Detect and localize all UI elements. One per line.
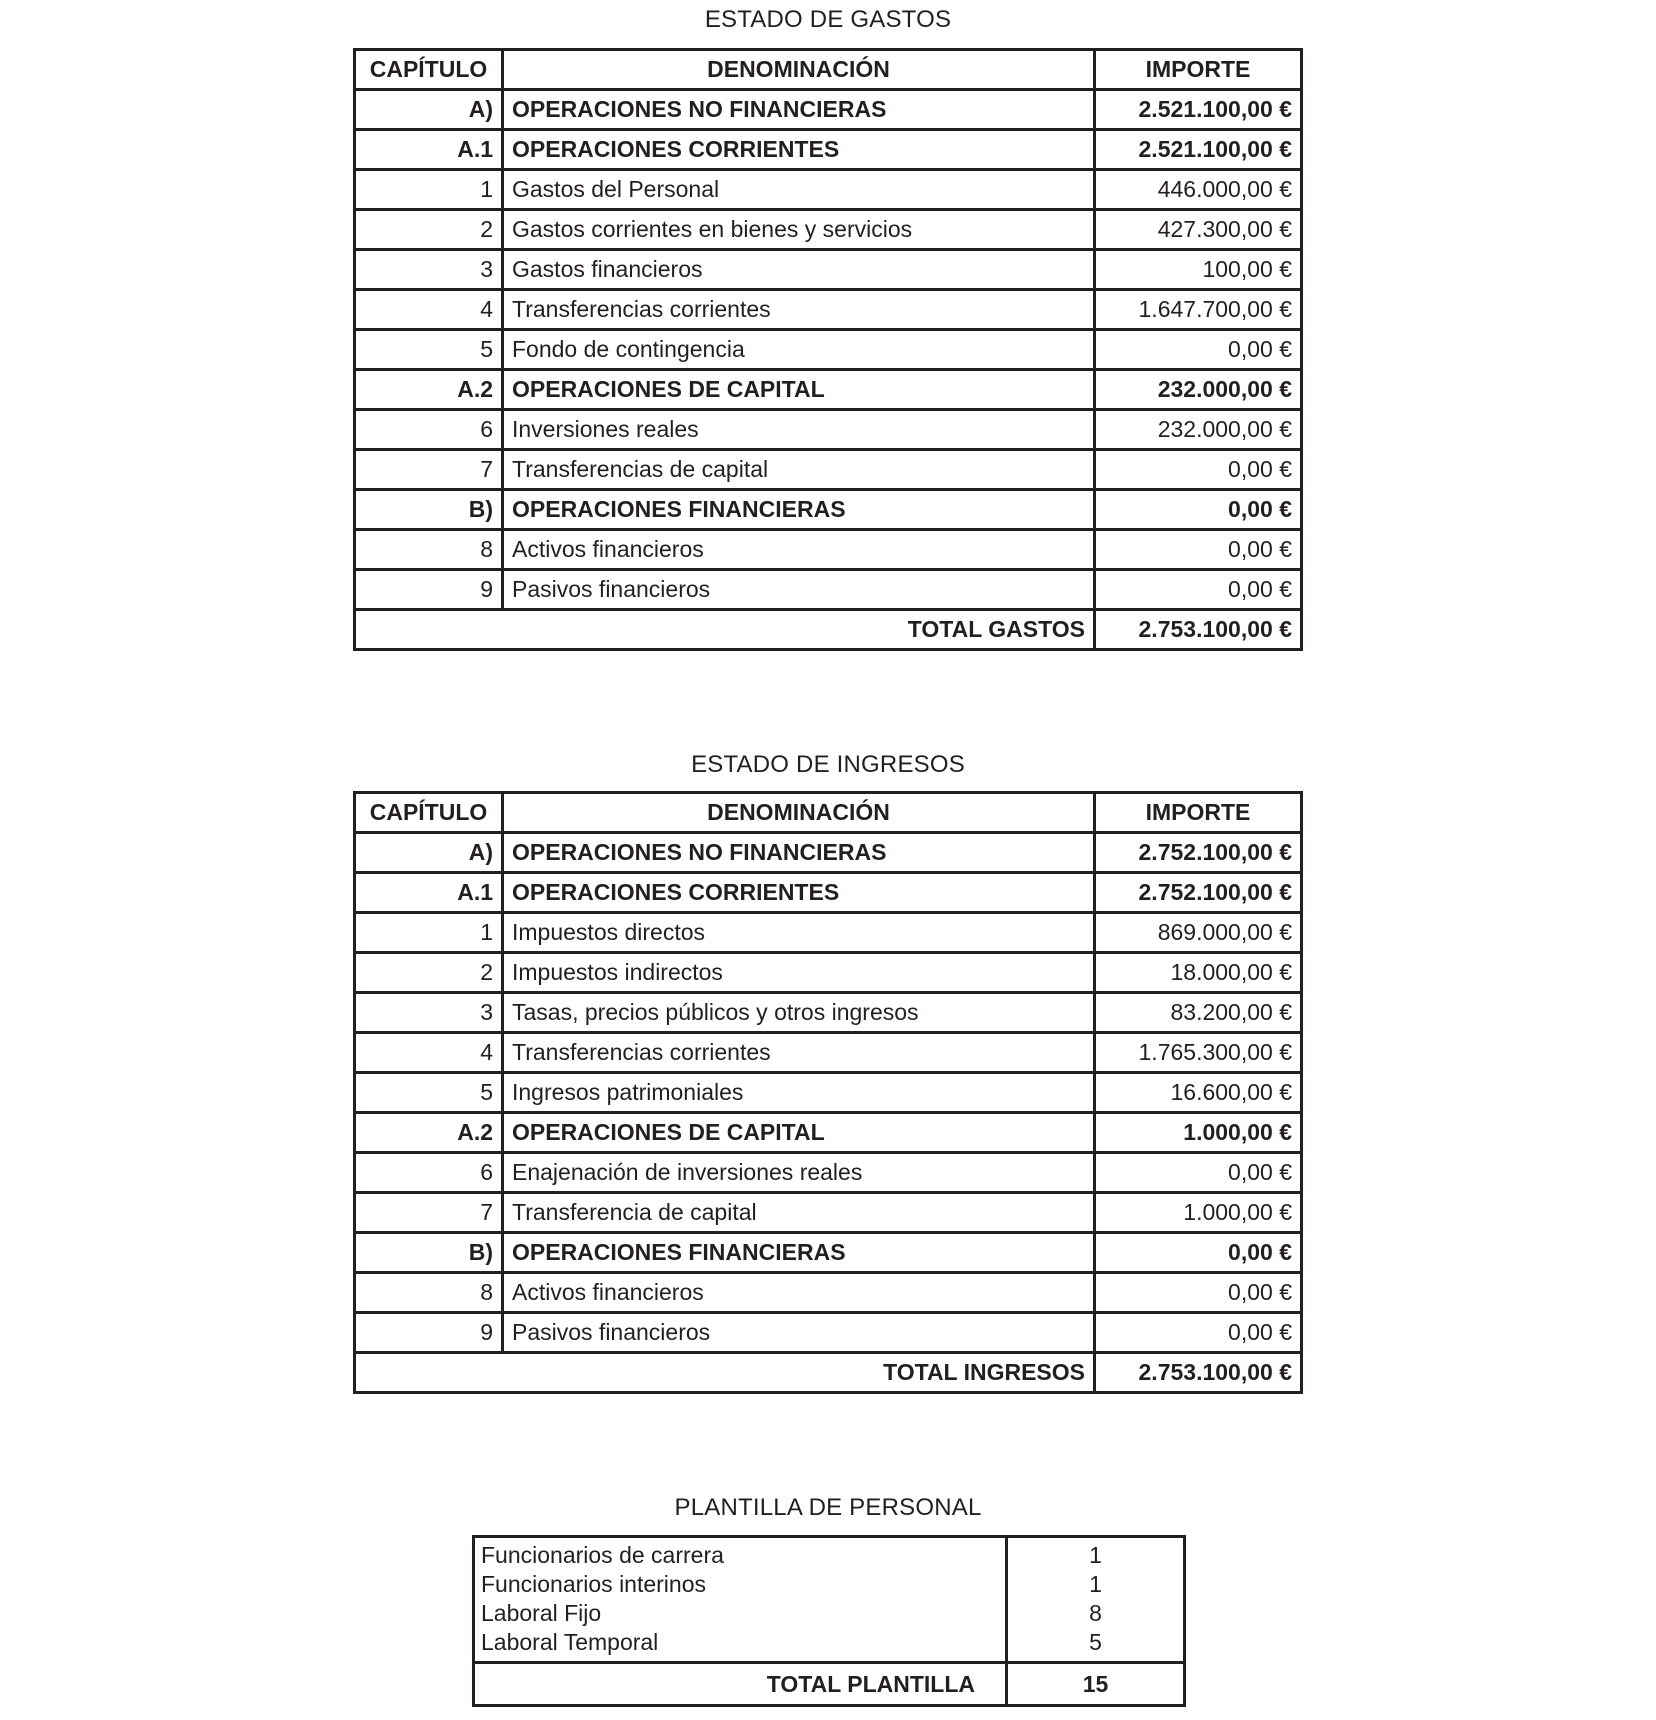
total-gastos-value: 2.753.100,00 € xyxy=(1095,610,1302,650)
capitulo-cell: 2 xyxy=(355,953,503,993)
capitulo-cell: A) xyxy=(355,90,503,130)
table-row xyxy=(355,90,1302,130)
denominacion-cell: Transferencias de capital xyxy=(503,450,1095,490)
total-ingresos-value: 2.753.100,00 € xyxy=(1095,1353,1302,1393)
denominacion-cell: Gastos del Personal xyxy=(503,170,1095,210)
denominacion-cell: Impuestos indirectos xyxy=(503,953,1095,993)
importe-cell: 1.000,00 € xyxy=(1095,1193,1302,1233)
plantilla-label: Laboral Temporal xyxy=(481,1629,659,1655)
denominacion-cell: Transferencia de capital xyxy=(503,1193,1095,1233)
denominacion-cell: Ingresos patrimoniales xyxy=(503,1073,1095,1113)
importe-cell: 0,00 € xyxy=(1095,490,1302,530)
capitulo-cell: 7 xyxy=(355,450,503,490)
capitulo-cell: 5 xyxy=(355,1073,503,1113)
denominacion-cell: Impuestos directos xyxy=(503,913,1095,953)
denominacion-cell: OPERACIONES NO FINANCIERAS xyxy=(503,90,1095,130)
importe-cell: 83.200,00 € xyxy=(1095,993,1302,1033)
importe-cell: 0,00 € xyxy=(1095,1153,1302,1193)
table-row xyxy=(355,370,1302,410)
table-row xyxy=(355,250,1302,290)
total-plantilla-value: 15 xyxy=(1007,1663,1185,1706)
header-capitulo: CAPÍTULO xyxy=(355,50,503,90)
table-row xyxy=(355,450,1302,490)
denominacion-cell: Pasivos financieros xyxy=(503,570,1095,610)
denominacion-cell: Tasas, precios públicos y otros ingresos xyxy=(503,993,1095,1033)
importe-cell: 232.000,00 € xyxy=(1095,370,1302,410)
plantilla-labels-cell xyxy=(474,1537,1007,1663)
denominacion-cell: OPERACIONES DE CAPITAL xyxy=(503,1113,1095,1153)
gastos-total-row xyxy=(355,610,1302,650)
plantilla-label: Funcionarios de carrera xyxy=(481,1542,724,1568)
table-row xyxy=(355,1273,1302,1313)
importe-cell: 0,00 € xyxy=(1095,330,1302,370)
capitulo-cell: 6 xyxy=(355,410,503,450)
importe-cell: 427.300,00 € xyxy=(1095,210,1302,250)
denominacion-cell: OPERACIONES NO FINANCIERAS xyxy=(503,833,1095,873)
ingresos-table xyxy=(353,791,1303,1394)
capitulo-cell: A.1 xyxy=(355,873,503,913)
capitulo-cell: 9 xyxy=(355,1313,503,1353)
capitulo-cell: A.2 xyxy=(355,370,503,410)
plantilla-table xyxy=(472,1535,1186,1707)
capitulo-cell: 1 xyxy=(355,913,503,953)
capitulo-cell: 5 xyxy=(355,330,503,370)
table-row xyxy=(355,1113,1302,1153)
plantilla-label: Funcionarios interinos xyxy=(481,1571,707,1597)
capitulo-cell: 8 xyxy=(355,530,503,570)
importe-cell: 2.521.100,00 € xyxy=(1095,130,1302,170)
plantilla-value: 1 xyxy=(1089,1571,1102,1597)
table-row xyxy=(355,1233,1302,1273)
table-row xyxy=(355,210,1302,250)
plantilla-value: 1 xyxy=(1089,1542,1102,1568)
table-row xyxy=(355,833,1302,873)
capitulo-cell: 8 xyxy=(355,1273,503,1313)
capitulo-cell: B) xyxy=(355,490,503,530)
header-denominacion: DENOMINACIÓN xyxy=(503,50,1095,90)
table-row xyxy=(355,170,1302,210)
denominacion-cell: Gastos corrientes en bienes y servicios xyxy=(503,210,1095,250)
header-importe: IMPORTE xyxy=(1095,793,1302,833)
denominacion-cell: Gastos financieros xyxy=(503,250,1095,290)
importe-cell: 18.000,00 € xyxy=(1095,953,1302,993)
capitulo-cell: 4 xyxy=(355,290,503,330)
total-gastos-label: TOTAL GASTOS xyxy=(355,610,1095,650)
table-row xyxy=(355,1033,1302,1073)
denominacion-cell: OPERACIONES FINANCIERAS xyxy=(503,490,1095,530)
importe-cell: 1.765.300,00 € xyxy=(1095,1033,1302,1073)
capitulo-cell: 2 xyxy=(355,210,503,250)
importe-cell: 0,00 € xyxy=(1095,1273,1302,1313)
table-row xyxy=(355,993,1302,1033)
plantilla-title: PLANTILLA DE PERSONAL xyxy=(674,1494,982,1521)
importe-cell: 0,00 € xyxy=(1095,530,1302,570)
denominacion-cell: Pasivos financieros xyxy=(503,1313,1095,1353)
denominacion-cell: Enajenación de inversiones reales xyxy=(503,1153,1095,1193)
plantilla-values-cell xyxy=(1007,1537,1185,1663)
table-row xyxy=(355,1313,1302,1353)
capitulo-cell: A.1 xyxy=(355,130,503,170)
table-row xyxy=(355,130,1302,170)
table-row xyxy=(355,913,1302,953)
importe-cell: 869.000,00 € xyxy=(1095,913,1302,953)
table-row xyxy=(355,1153,1302,1193)
table-row xyxy=(355,953,1302,993)
denominacion-cell: OPERACIONES CORRIENTES xyxy=(503,130,1095,170)
importe-cell: 2.752.100,00 € xyxy=(1095,873,1302,913)
denominacion-cell: Inversiones reales xyxy=(503,410,1095,450)
importe-cell: 16.600,00 € xyxy=(1095,1073,1302,1113)
denominacion-cell: OPERACIONES CORRIENTES xyxy=(503,873,1095,913)
denominacion-cell: OPERACIONES DE CAPITAL xyxy=(503,370,1095,410)
gastos-table xyxy=(353,48,1303,651)
importe-cell: 100,00 € xyxy=(1095,250,1302,290)
capitulo-cell: 7 xyxy=(355,1193,503,1233)
total-plantilla-label: TOTAL PLANTILLA xyxy=(474,1663,1007,1706)
capitulo-cell: B) xyxy=(355,1233,503,1273)
gastos-header-row xyxy=(355,50,1302,90)
capitulo-cell: 1 xyxy=(355,170,503,210)
importe-cell: 1.647.700,00 € xyxy=(1095,290,1302,330)
importe-cell: 232.000,00 € xyxy=(1095,410,1302,450)
table-row xyxy=(355,330,1302,370)
capitulo-cell: 3 xyxy=(355,250,503,290)
table-row xyxy=(355,873,1302,913)
capitulo-cell: A) xyxy=(355,833,503,873)
importe-cell: 2.521.100,00 € xyxy=(1095,90,1302,130)
denominacion-cell: Fondo de contingencia xyxy=(503,330,1095,370)
denominacion-cell: OPERACIONES FINANCIERAS xyxy=(503,1233,1095,1273)
capitulo-cell: 9 xyxy=(355,570,503,610)
importe-cell: 1.000,00 € xyxy=(1095,1113,1302,1153)
plantilla-label: Laboral Fijo xyxy=(481,1600,602,1626)
capitulo-cell: A.2 xyxy=(355,1113,503,1153)
capitulo-cell: 4 xyxy=(355,1033,503,1073)
header-denominacion: DENOMINACIÓN xyxy=(503,793,1095,833)
capitulo-cell: 6 xyxy=(355,1153,503,1193)
importe-cell: 2.752.100,00 € xyxy=(1095,833,1302,873)
table-row xyxy=(355,410,1302,450)
importe-cell: 0,00 € xyxy=(1095,1313,1302,1353)
table-row xyxy=(355,290,1302,330)
importe-cell: 0,00 € xyxy=(1095,570,1302,610)
table-row xyxy=(355,570,1302,610)
plantilla-value: 5 xyxy=(1089,1629,1102,1655)
plantilla-body-row xyxy=(474,1537,1185,1663)
denominacion-cell: Activos financieros xyxy=(503,1273,1095,1313)
header-importe: IMPORTE xyxy=(1095,50,1302,90)
denominacion-cell: Activos financieros xyxy=(503,530,1095,570)
ingresos-header-row xyxy=(355,793,1302,833)
capitulo-cell: 3 xyxy=(355,993,503,1033)
ingresos-total-row xyxy=(355,1353,1302,1393)
plantilla-value: 8 xyxy=(1089,1600,1102,1626)
denominacion-cell: Transferencias corrientes xyxy=(503,290,1095,330)
total-ingresos-label: TOTAL INGRESOS xyxy=(355,1353,1095,1393)
table-row xyxy=(355,1193,1302,1233)
ingresos-title: ESTADO DE INGRESOS xyxy=(691,751,965,778)
table-row xyxy=(355,490,1302,530)
header-capitulo: CAPÍTULO xyxy=(355,793,503,833)
importe-cell: 0,00 € xyxy=(1095,1233,1302,1273)
gastos-title: ESTADO DE GASTOS xyxy=(704,6,952,33)
plantilla-total-row xyxy=(474,1663,1185,1706)
table-row xyxy=(355,1073,1302,1113)
table-row xyxy=(355,530,1302,570)
denominacion-cell: Transferencias corrientes xyxy=(503,1033,1095,1073)
importe-cell: 446.000,00 € xyxy=(1095,170,1302,210)
importe-cell: 0,00 € xyxy=(1095,450,1302,490)
